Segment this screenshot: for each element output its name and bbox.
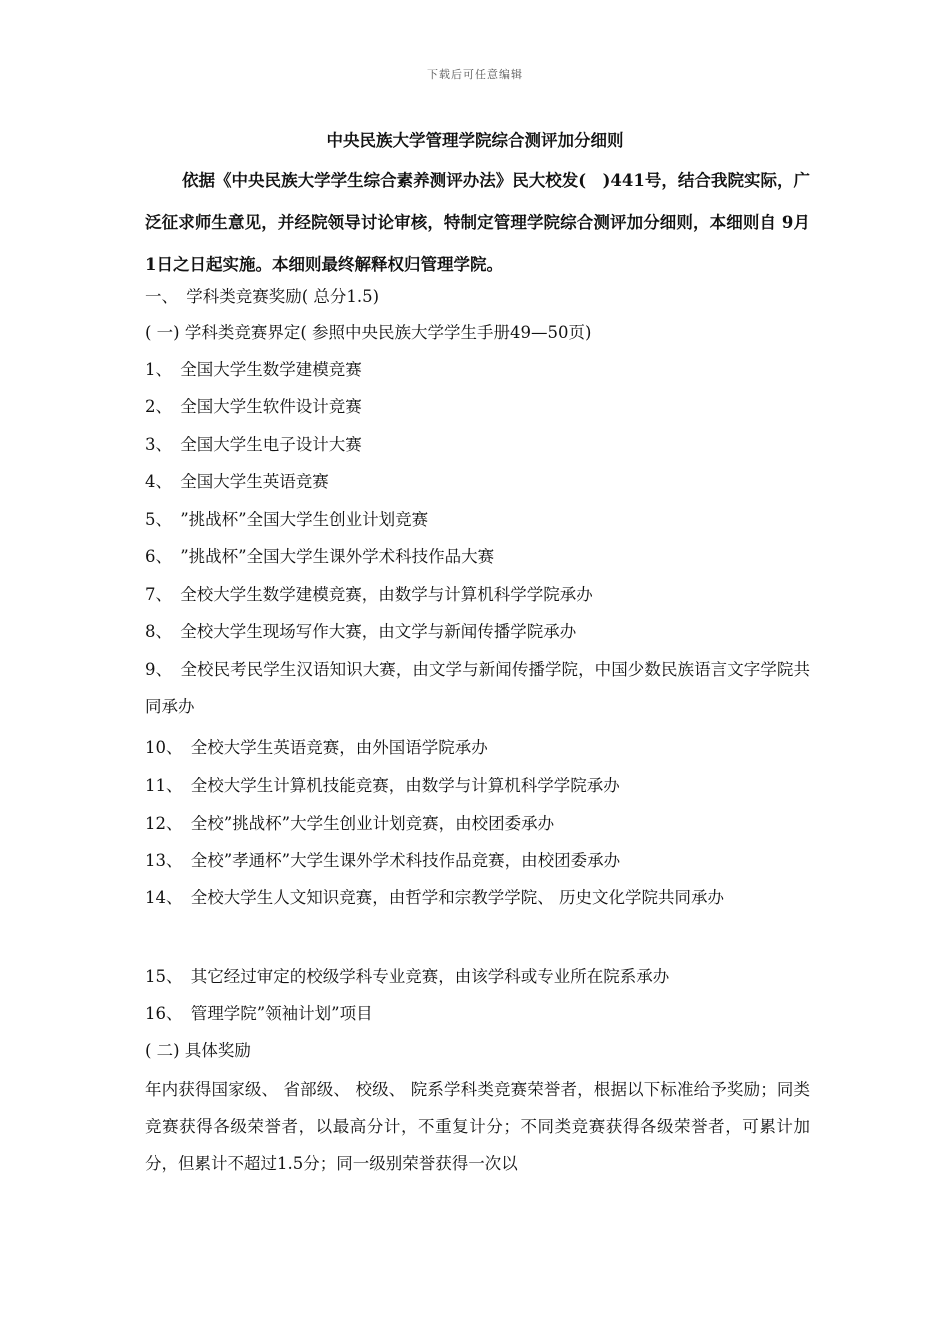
list-item: 14、 全校大学生人文知识竞赛，由哲学和宗教学学院、 历史文化学院共同承办 [145,888,724,907]
reward-paragraph: 年内获得国家级、 省部级、 校级、 院系学科类竞赛荣誉者，根据以下标准给予奖励；同类竞赛获得各级荣誉者，以最高分计，不重复计分；不同类竞赛获得各级荣誉者，可累计加分，但累计不超过1.5分；同一级别荣誉获得一次以 [145,1080,810,1173]
header-note: 下载后可任意编辑 [427,68,523,81]
list-item: 8、 全校大学生现场写作大赛，由文学与新闻传播学院承办 [145,622,577,641]
list-item: 13、 全校”孝通杯”大学生课外学术科技作品竞赛，由校团委承办 [145,851,621,870]
list-item: 16、 管理学院”领袖计划”项目 [145,1004,373,1023]
list-item: 12、 全校”挑战杯”大学生创业计划竞赛，由校团委承办 [145,814,555,833]
list-item: 3、 全国大学生电子设计大赛 [145,435,362,454]
list-item: 4、 全国大学生英语竞赛 [145,472,329,491]
subsection-heading: ( 二) 具体奖励 [145,1041,251,1060]
list-item: 11、 全校大学生计算机技能竞赛，由数学与计算机科学学院承办 [145,776,620,795]
section-heading: 一、 学科类竞赛奖励( 总分1.5) [145,287,380,306]
list-item: 6、 ”挑战杯”全国大学生课外学术科技作品大赛 [145,547,495,566]
intro-paragraph: 依据《中央民族大学学生综合素养测评办法》民大校发( )441号，结合我院实际，广泛征求师生意见，并经院领导讨论审核，特制定管理学院综合测评加分细则，本细则自 9月1日之日起实施。本细则最终解释权归管理学院。 [145,171,810,274]
list-item: 1、 全国大学生数学建模竞赛 [145,360,362,379]
list-item: 15、 其它经过审定的校级学科专业竞赛，由该学科或专业所在院系承办 [145,967,670,986]
list-item: 5、 ”挑战杯”全国大学生创业计划竞赛 [145,510,429,529]
list-item: 10、 全校大学生英语竞赛，由外国语学院承办 [145,738,488,757]
list-item: 2、 全国大学生软件设计竞赛 [145,397,362,416]
subsection-heading: ( 一) 学科类竞赛界定( 参照中央民族大学学生手册49—50页) [145,323,592,342]
document-title: 中央民族大学管理学院综合测评加分细则 [326,131,624,150]
list-item: 7、 全校大学生数学建模竞赛，由数学与计算机科学学院承办 [145,585,593,604]
list-item: 9、 全校民考民学生汉语知识大赛，由文学与新闻传播学院，中国少数民族语言文字学院共同承办 [145,660,810,716]
